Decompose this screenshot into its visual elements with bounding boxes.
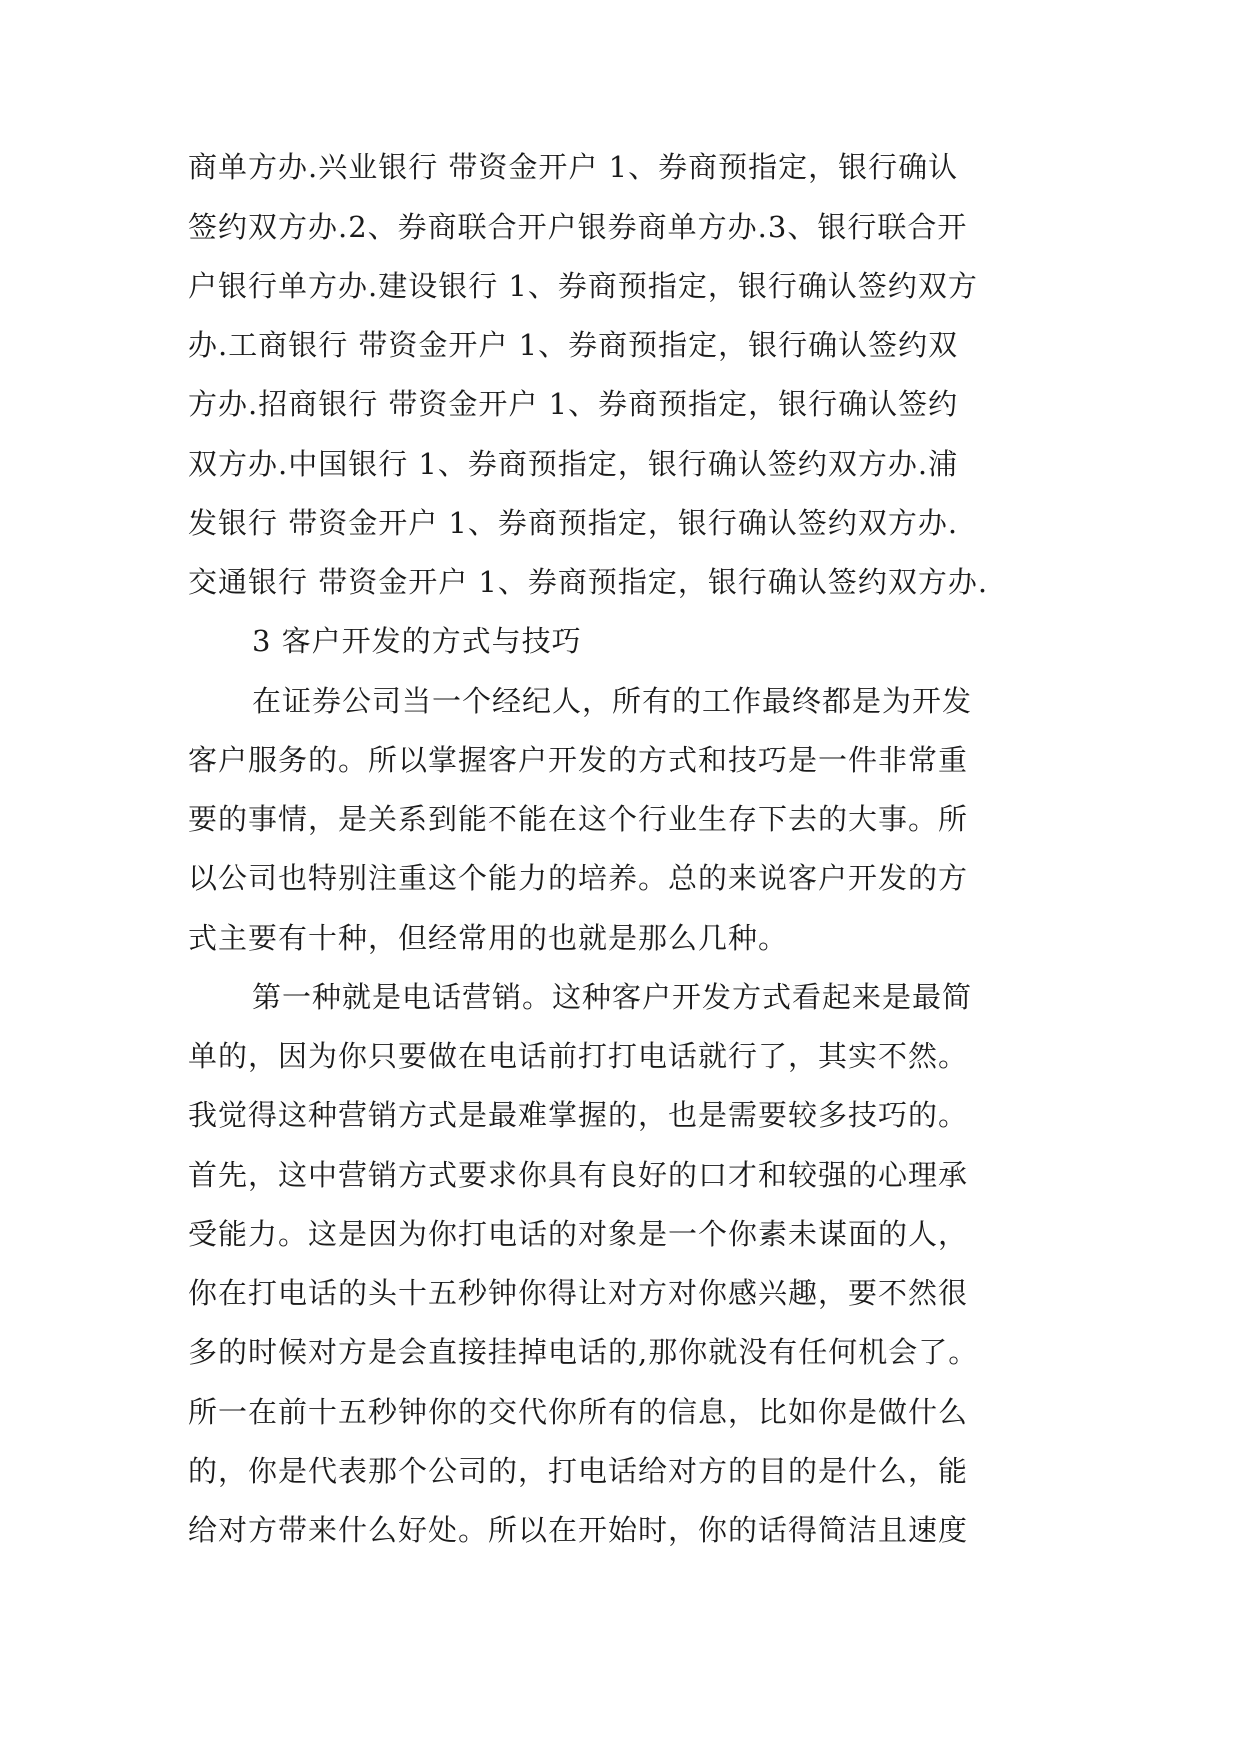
text-line: 方办.招商银行 带资金开户 1、券商预指定，银行确认签约 xyxy=(188,387,959,421)
text-line: 发银行 带资金开户 1、券商预指定，银行确认签约双方办. xyxy=(188,506,959,540)
text-line: 客户服务的。所以掌握客户开发的方式和技巧是一件非常重 xyxy=(188,743,969,777)
section-heading: 3 客户开发的方式与技巧 xyxy=(252,624,582,658)
text-line: 给对方带来什么好处。所以在开始时，你的话得简洁且速度 xyxy=(188,1513,969,1547)
text-line: 你在打电话的头十五秒钟你得让对方对你感兴趣，要不然很 xyxy=(188,1276,969,1310)
text-line: 商单方办.兴业银行 带资金开户 1、券商预指定，银行确认 xyxy=(188,150,959,184)
text-line: 第一种就是电话营销。这种客户开发方式看起来是最简 xyxy=(252,980,973,1014)
text-line: 签约双方办.2、券商联合开户银券商单方办.3、银行联合开 xyxy=(188,210,968,244)
text-line: 多的时候对方是会直接挂掉电话的,那你就没有任何机会了。 xyxy=(188,1335,979,1369)
text-line: 交通银行 带资金开户 1、券商预指定，银行确认签约双方办. xyxy=(188,565,989,599)
text-line: 办.工商银行 带资金开户 1、券商预指定，银行确认签约双 xyxy=(188,328,959,362)
text-line: 所一在前十五秒钟你的交代你所有的信息，比如你是做什么 xyxy=(188,1395,969,1429)
text-line: 单的，因为你只要做在电话前打打电话就行了，其实不然。 xyxy=(188,1039,969,1073)
text-line: 式主要有十种，但经常用的也就是那么几种。 xyxy=(188,921,789,955)
text-line: 我觉得这种营销方式是最难掌握的，也是需要较多技巧的。 xyxy=(188,1098,969,1132)
text-line: 户银行单方办.建设银行 1、券商预指定，银行确认签约双方 xyxy=(188,269,978,303)
text-line: 要的事情，是关系到能不能在这个行业生存下去的大事。所 xyxy=(188,802,969,836)
text-line: 受能力。这是因为你打电话的对象是一个你素未谋面的人， xyxy=(188,1217,969,1251)
text-line: 以公司也特别注重这个能力的培养。总的来说客户开发的方 xyxy=(188,861,969,895)
text-line: 首先，这中营销方式要求你具有良好的口才和较强的心理承 xyxy=(188,1158,969,1192)
text-line: 的，你是代表那个公司的，打电话给对方的目的是什么，能 xyxy=(188,1454,969,1488)
text-line: 在证券公司当一个经纪人，所有的工作最终都是为开发 xyxy=(252,684,973,718)
text-line: 双方办.中国银行 1、券商预指定，银行确认签约双方办.浦 xyxy=(188,447,959,481)
